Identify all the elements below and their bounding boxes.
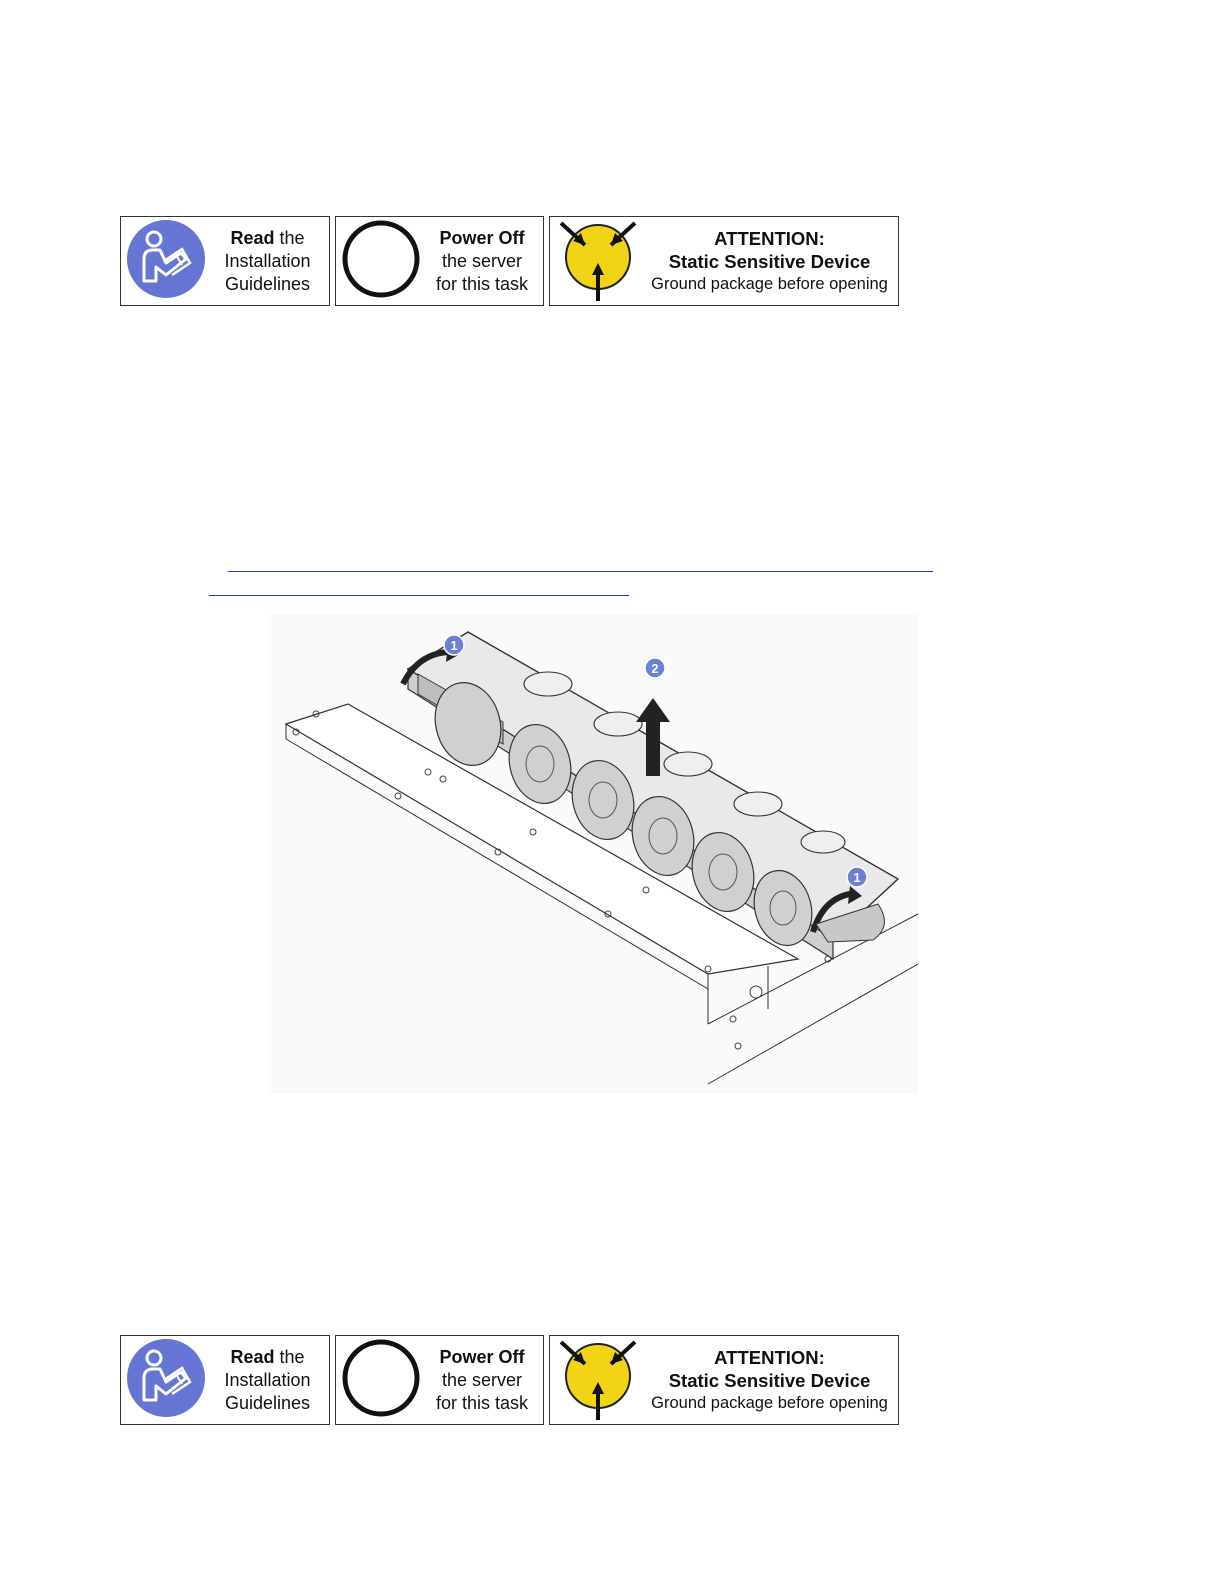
power-line2: the server <box>441 1369 523 1390</box>
power-off-box <box>335 1335 544 1425</box>
static-sensitive-icon <box>555 1336 641 1425</box>
read-line3: Guidelines <box>224 1392 311 1413</box>
attention-box <box>549 1335 899 1425</box>
power-off-circle-icon <box>341 1338 421 1423</box>
attention-line3: Ground package before opening <box>651 274 888 293</box>
read-rest: the <box>274 227 305 248</box>
safety-banner-top <box>120 216 899 306</box>
power-off-circle-icon <box>341 219 421 304</box>
read-guidelines-box <box>120 216 330 306</box>
read-bold: Read <box>230 227 275 248</box>
read-line2: Installation <box>224 1369 311 1390</box>
attention-line2: Static Sensitive Device <box>668 250 871 272</box>
fan-cage-removal-figure <box>268 614 918 1099</box>
read-line3: Guidelines <box>224 273 311 294</box>
power-off-box <box>335 216 544 306</box>
attention-line1: ATTENTION: <box>714 1346 825 1368</box>
read-guidelines-icon <box>126 219 206 304</box>
power-bold: Power Off <box>439 1346 525 1367</box>
read-bold: Read <box>230 1346 275 1367</box>
callout-1-top-label: 1 <box>450 638 458 653</box>
read-line2: Installation <box>224 250 311 271</box>
power-line2: the server <box>441 250 523 271</box>
attention-line3: Ground package before opening <box>651 1393 888 1412</box>
callout-2-label: 2 <box>651 661 659 676</box>
callout-1-bottom-label: 1 <box>853 870 861 885</box>
attention-line2: Static Sensitive Device <box>668 1369 871 1391</box>
attention-box <box>549 216 899 306</box>
attention-line1: ATTENTION: <box>714 227 825 249</box>
fan-cage-illustration <box>268 614 918 1094</box>
link-line-1[interactable] <box>228 571 933 572</box>
static-sensitive-icon <box>555 217 641 306</box>
power-line3: for this task <box>435 273 529 294</box>
link-line-2[interactable] <box>209 595 629 596</box>
read-guidelines-icon <box>126 1338 206 1423</box>
safety-banner-bottom <box>120 1335 899 1425</box>
read-guidelines-box <box>120 1335 330 1425</box>
power-bold: Power Off <box>439 227 525 248</box>
power-line3: for this task <box>435 1392 529 1413</box>
read-rest: the <box>274 1346 305 1367</box>
